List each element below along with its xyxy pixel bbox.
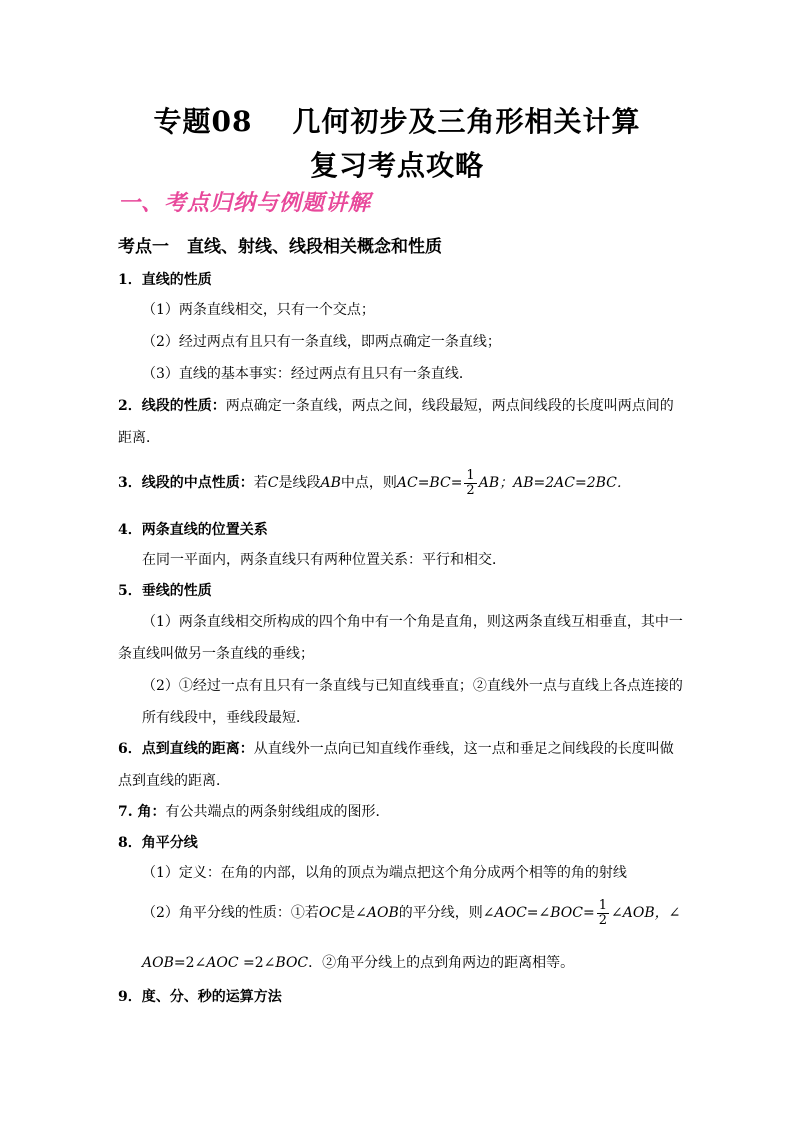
item1-line2: （2）经过两点有且只有一条直线，即两点确定一条直线； [142, 334, 501, 350]
item8-ray-oc: OC [318, 905, 342, 921]
item8-l3f: ．②角平分线上的点到角两边的距离相等。 [308, 955, 575, 971]
kaodian-label: 考点一 [118, 237, 169, 257]
section-heading: 一、考点归纳与例题讲解 [118, 191, 372, 216]
item3-post: AB；AB=2AC=2BC． [478, 475, 631, 491]
fraction-numerator: 1 [466, 467, 475, 483]
item6-heading: 6．点到直线的距离： [118, 741, 254, 757]
item8-line2 [142, 898, 680, 928]
item8-angle-aob: AOB [366, 905, 399, 921]
item6-text: 从直线外一点向已知直线作垂线，这一点和垂足之间线段的长度叫做 [253, 741, 674, 757]
item6-line1 [118, 739, 674, 759]
item7-text: 有公共端点的两条射线组成的图形． [165, 804, 390, 820]
item7-line [118, 802, 390, 822]
fraction-numerator: 1 [598, 897, 607, 913]
item1-line1: （1）两条直线相交，只有一个交点； [142, 302, 375, 318]
item3-mid2: 中点，则 [340, 475, 397, 491]
item8-l3c: AOC [206, 955, 239, 971]
item3-segment-ab: AB [320, 475, 341, 491]
item3-heading: 3．线段的中点性质： [118, 475, 254, 491]
item7-heading: 7. 角： [118, 804, 166, 820]
item2-text: 两点确定一条直线，两点之间，线段最短，两点间线段的长度叫两点间的 [225, 398, 674, 414]
item4-line1: 在同一平面内，两条直线只有两种位置关系：平行和相交． [142, 552, 506, 568]
item5-line4: 所有线段中，垂线段最短． [142, 710, 310, 726]
item8-line1: （1）定义：在角的内部，以角的顶点为端点把这个角分成两个相等的角的射线 [142, 865, 627, 881]
subtitle: 复习考点攻略 [309, 149, 484, 182]
fraction-denominator: 2 [466, 482, 475, 498]
item2-line2: 距离． [118, 430, 160, 446]
item9-heading: 9．度、分、秒的运算方法 [118, 989, 282, 1005]
item8-l2-mid: 是∠ [341, 905, 367, 921]
item3-point-c: C [267, 475, 279, 491]
kaodian-heading [118, 232, 442, 257]
item1-line3: （3）直线的基本事实：经过两点有且只有一条直线． [142, 366, 473, 382]
item3-pre: 若 [253, 475, 268, 491]
item2-line1 [118, 396, 674, 416]
item5-line2: 条直线叫做另一条直线的垂线； [118, 646, 314, 662]
item8-l3a: AOB [142, 955, 174, 971]
item3-mid1: 是线段 [278, 475, 321, 491]
item3-equation: AC=BC= [396, 475, 463, 491]
item3-fraction [464, 469, 476, 498]
fraction-denominator: 2 [598, 912, 607, 928]
item8-l2-mid2: 的平分线，则∠ [398, 905, 495, 921]
item1-heading: 1．直线的性质 [118, 272, 212, 288]
item8-heading: 8．角平分线 [118, 835, 198, 851]
main-title [0, 100, 794, 140]
title-topic-name: 几何初步及三角形相关计算 [292, 105, 641, 138]
item8-line3 [142, 953, 574, 973]
item8-l3b: =2∠ [173, 955, 207, 971]
item8-equation: AOC=∠BOC [494, 905, 583, 921]
item8-equals: = [582, 905, 595, 921]
item8-l3d: =2∠ [238, 955, 276, 971]
item5-line3: （2）①经过一点有且只有一条直线与已知直线垂直；②直线外一点与直线上各点连接的 [142, 678, 683, 694]
item8-l2-pre: （2）角平分线的性质：①若 [142, 905, 319, 921]
item6-line2: 点到直线的距离． [118, 773, 230, 789]
item5-line1: （1）两条直线相交所构成的四个角中有一个角是直角，则这两条直线互相垂直，其中一 [142, 614, 683, 630]
item8-l2-post: ∠AOB，∠ [611, 905, 681, 921]
item5-heading: 5．垂线的性质 [118, 583, 212, 599]
item8-l3e: BOC [275, 955, 309, 971]
item2-heading: 2．线段的性质： [118, 398, 226, 414]
title-topic-number: 专题08 [153, 105, 253, 138]
item3-line [118, 468, 631, 498]
item8-fraction [597, 899, 609, 928]
kaodian-text: 直线、射线、线段相关概念和性质 [187, 237, 442, 257]
item4-heading: 4．两条直线的位置关系 [118, 522, 268, 538]
